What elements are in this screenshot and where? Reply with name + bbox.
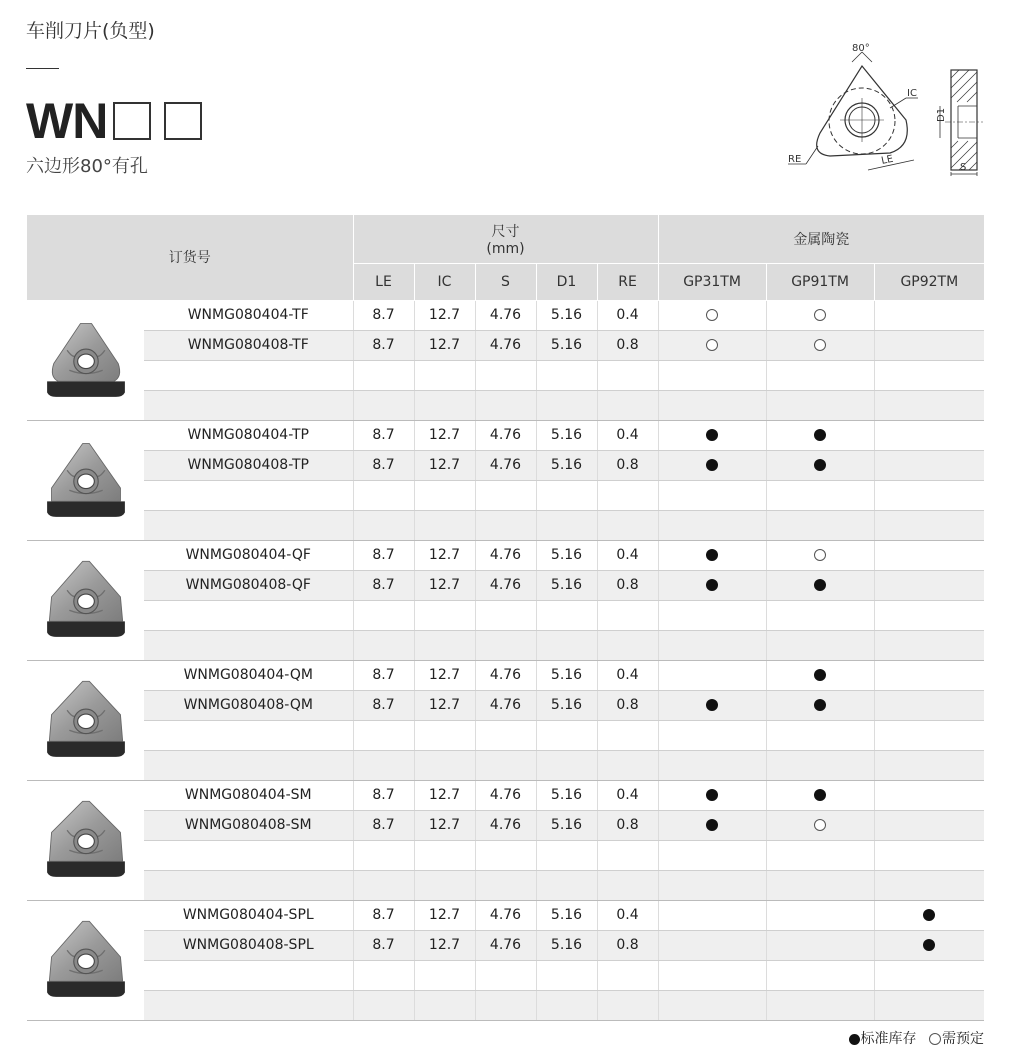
- dim-d1: [536, 990, 597, 1020]
- grade-cell-gp91tm: [766, 660, 874, 690]
- order-code: [144, 360, 353, 390]
- grade-cell-gp92tm: [874, 480, 984, 510]
- grade-cell-gp91tm: [766, 780, 874, 810]
- dim-le: 8.7: [353, 810, 414, 840]
- order-code: WNMG080408-SPL: [144, 930, 353, 960]
- dim-le: 8.7: [353, 420, 414, 450]
- re-label: RE: [788, 154, 802, 165]
- dimension-header: [353, 215, 658, 263]
- grade-cell-gp31tm: [658, 570, 766, 600]
- table-row: [27, 600, 984, 630]
- dim-le: 8.7: [353, 450, 414, 480]
- dim-s: 4.76: [475, 690, 536, 720]
- grade-cell-gp92tm: [874, 750, 984, 780]
- legend-order-label: 需预定: [942, 1031, 984, 1047]
- grade-cell-gp31tm: [658, 900, 766, 930]
- dim-le: 8.7: [353, 300, 414, 330]
- dim-s: [475, 840, 536, 870]
- d1-label: D1: [936, 107, 947, 122]
- dim-ic: 12.7: [414, 690, 475, 720]
- order-code: WNMG080404-QF: [144, 540, 353, 570]
- grade-cell-gp91tm: [766, 570, 874, 600]
- grade-cell-gp91tm: [766, 390, 874, 420]
- table-row: [27, 840, 984, 870]
- table-row: [27, 720, 984, 750]
- insert-qm-image: [27, 660, 144, 780]
- dim-re: 0.4: [597, 900, 658, 930]
- stock-dot-icon: [814, 669, 826, 681]
- table-row: [27, 930, 984, 960]
- stock-dot-icon: [814, 459, 826, 471]
- order-ring-icon: [706, 339, 718, 351]
- dim-le: [353, 390, 414, 420]
- dim-le: [353, 750, 414, 780]
- product-table: [27, 215, 984, 1021]
- dim-ic: [414, 390, 475, 420]
- table-row: [27, 360, 984, 390]
- dim-s: [475, 720, 536, 750]
- dim-re: 0.4: [597, 660, 658, 690]
- stock-dot-icon: [706, 459, 718, 471]
- grade-cell-gp91tm: [766, 510, 874, 540]
- title-divider: [26, 68, 59, 69]
- order-code: WNMG080404-SPL: [144, 900, 353, 930]
- col-header-gp91tm: GP91TM: [766, 263, 874, 300]
- dim-d1: 5.16: [536, 570, 597, 600]
- grade-cell-gp31tm: [658, 420, 766, 450]
- dim-d1: 5.16: [536, 420, 597, 450]
- stock-dot-icon: [814, 699, 826, 711]
- grade-cell-gp91tm: [766, 690, 874, 720]
- order-code: [144, 840, 353, 870]
- grade-cell-gp92tm: [874, 690, 984, 720]
- dim-re: 0.4: [597, 420, 658, 450]
- grade-cell-gp92tm: [874, 450, 984, 480]
- s-label: S: [960, 162, 967, 173]
- stock-dot-icon: [706, 789, 718, 801]
- insert-tp-image: [27, 420, 144, 540]
- dim-re: 0.8: [597, 570, 658, 600]
- dim-d1: 5.16: [536, 810, 597, 840]
- dim-le: 8.7: [353, 660, 414, 690]
- grade-cell-gp31tm: [658, 720, 766, 750]
- order-ring-icon: [814, 339, 826, 351]
- dim-re: [597, 720, 658, 750]
- dim-d1: [536, 600, 597, 630]
- dim-re: 0.4: [597, 540, 658, 570]
- dim-le: [353, 960, 414, 990]
- dim-re: 0.8: [597, 810, 658, 840]
- order-code: [144, 870, 353, 900]
- order-code: [144, 390, 353, 420]
- table-row: [27, 630, 984, 660]
- grade-cell-gp91tm: [766, 900, 874, 930]
- dim-ic: [414, 960, 475, 990]
- series-code: WN: [26, 93, 108, 149]
- dim-d1: [536, 720, 597, 750]
- col-header-gp31tm: GP31TM: [658, 263, 766, 300]
- grade-cell-gp31tm: [658, 300, 766, 330]
- grade-cell-gp91tm: [766, 300, 874, 330]
- dim-d1: [536, 390, 597, 420]
- dim-le: [353, 720, 414, 750]
- grade-cell-gp92tm: [874, 390, 984, 420]
- table-row: [27, 960, 984, 990]
- order-ring-icon: [929, 1033, 941, 1045]
- table-row: [27, 510, 984, 540]
- col-header-d1: D1: [536, 263, 597, 300]
- dim-ic: 12.7: [414, 810, 475, 840]
- dim-s: 4.76: [475, 900, 536, 930]
- table-row: [27, 480, 984, 510]
- dim-d1: [536, 870, 597, 900]
- order-code: WNMG080408-QM: [144, 690, 353, 720]
- grade-cell-gp91tm: [766, 540, 874, 570]
- order-ring-icon: [814, 309, 826, 321]
- dim-d1: 5.16: [536, 450, 597, 480]
- grade-cell-gp92tm: [874, 780, 984, 810]
- dim-d1: 5.16: [536, 300, 597, 330]
- dim-re: 0.4: [597, 780, 658, 810]
- grade-cell-gp31tm: [658, 360, 766, 390]
- dim-re: [597, 510, 658, 540]
- dim-ic: [414, 840, 475, 870]
- dim-s: [475, 960, 536, 990]
- grade-cell-gp31tm: [658, 480, 766, 510]
- dim-ic: 12.7: [414, 660, 475, 690]
- dim-ic: [414, 990, 475, 1020]
- dim-le: [353, 840, 414, 870]
- dim-re: [597, 600, 658, 630]
- grade-cell-gp91tm: [766, 420, 874, 450]
- dim-ic: [414, 480, 475, 510]
- grade-cell-gp31tm: [658, 510, 766, 540]
- grade-cell-gp92tm: [874, 810, 984, 840]
- order-number-header: 订货号: [27, 215, 353, 300]
- grade-cell-gp31tm: [658, 750, 766, 780]
- order-code: [144, 600, 353, 630]
- dim-le: [353, 480, 414, 510]
- dim-s: 4.76: [475, 540, 536, 570]
- grade-cell-gp91tm: [766, 600, 874, 630]
- order-ring-icon: [814, 549, 826, 561]
- grade-cell-gp31tm: [658, 390, 766, 420]
- grade-cell-gp91tm: [766, 840, 874, 870]
- grade-cell-gp92tm: [874, 840, 984, 870]
- grade-cell-gp31tm: [658, 540, 766, 570]
- legend: [849, 1028, 984, 1048]
- dim-s: [475, 630, 536, 660]
- order-code: WNMG080408-TP: [144, 450, 353, 480]
- grade-cell-gp92tm: [874, 420, 984, 450]
- dim-le: 8.7: [353, 900, 414, 930]
- dim-s: 4.76: [475, 660, 536, 690]
- order-ring-icon: [814, 819, 826, 831]
- grade-cell-gp92tm: [874, 660, 984, 690]
- dim-re: [597, 990, 658, 1020]
- code-placeholder-box: [164, 102, 202, 140]
- dim-ic: 12.7: [414, 330, 475, 360]
- ic-label: IC: [907, 88, 917, 99]
- grade-cell-gp91tm: [766, 930, 874, 960]
- dim-ic: [414, 750, 475, 780]
- dimension-header-label: 尺寸: [491, 223, 520, 240]
- col-header-s: S: [475, 263, 536, 300]
- grade-header: 金属陶瓷: [658, 215, 984, 263]
- shape-description: 六边形80°有孔: [26, 156, 148, 177]
- dim-le: [353, 360, 414, 390]
- grade-cell-gp31tm: [658, 960, 766, 990]
- dim-s: 4.76: [475, 420, 536, 450]
- col-header-ic: IC: [414, 263, 475, 300]
- dim-d1: 5.16: [536, 660, 597, 690]
- dim-le: [353, 990, 414, 1020]
- table-row: [27, 390, 984, 420]
- stock-dot-icon: [923, 909, 935, 921]
- dim-re: 0.8: [597, 450, 658, 480]
- order-code: WNMG080408-TF: [144, 330, 353, 360]
- dim-s: [475, 870, 536, 900]
- insert-qf-image: [27, 540, 144, 660]
- dimension-unit: (mm): [486, 240, 525, 257]
- dim-d1: [536, 960, 597, 990]
- dim-d1: 5.16: [536, 540, 597, 570]
- dim-ic: [414, 510, 475, 540]
- dim-re: [597, 960, 658, 990]
- dim-le: [353, 600, 414, 630]
- grade-cell-gp31tm: [658, 600, 766, 630]
- insert-geometry-diagram: [780, 38, 990, 178]
- legend-stock-label: 标准库存: [860, 1031, 917, 1047]
- grade-cell-gp92tm: [874, 510, 984, 540]
- dim-d1: 5.16: [536, 330, 597, 360]
- grade-cell-gp31tm: [658, 630, 766, 660]
- grade-cell-gp92tm: [874, 870, 984, 900]
- grade-cell-gp92tm: [874, 630, 984, 660]
- dim-s: [475, 990, 536, 1020]
- grade-cell-gp91tm: [766, 450, 874, 480]
- dim-d1: [536, 840, 597, 870]
- dim-d1: [536, 750, 597, 780]
- table-row: [27, 420, 984, 450]
- dim-d1: [536, 360, 597, 390]
- dim-ic: 12.7: [414, 900, 475, 930]
- dim-s: [475, 510, 536, 540]
- code-placeholder-box: [113, 102, 151, 140]
- dim-re: [597, 480, 658, 510]
- order-code: WNMG080404-TF: [144, 300, 353, 330]
- grade-cell-gp91tm: [766, 480, 874, 510]
- grade-cell-gp91tm: [766, 870, 874, 900]
- dim-le: 8.7: [353, 690, 414, 720]
- dim-ic: 12.7: [414, 300, 475, 330]
- stock-dot-icon: [706, 579, 718, 591]
- table-row: [27, 780, 984, 810]
- table-row: [27, 450, 984, 480]
- order-code: [144, 750, 353, 780]
- dim-d1: 5.16: [536, 930, 597, 960]
- order-code: WNMG080404-SM: [144, 780, 353, 810]
- angle-label: 80°: [852, 43, 870, 54]
- order-code: WNMG080408-SM: [144, 810, 353, 840]
- dim-s: [475, 750, 536, 780]
- stock-dot-icon: [849, 1034, 860, 1045]
- grade-cell-gp31tm: [658, 870, 766, 900]
- dim-ic: 12.7: [414, 540, 475, 570]
- table-row: [27, 540, 984, 570]
- dim-s: 4.76: [475, 570, 536, 600]
- grade-cell-gp91tm: [766, 990, 874, 1020]
- dim-s: 4.76: [475, 450, 536, 480]
- grade-cell-gp31tm: [658, 810, 766, 840]
- grade-cell-gp91tm: [766, 630, 874, 660]
- table-row: [27, 300, 984, 330]
- grade-cell-gp92tm: [874, 990, 984, 1020]
- dim-ic: [414, 600, 475, 630]
- dim-d1: 5.16: [536, 780, 597, 810]
- col-header-re: RE: [597, 263, 658, 300]
- table-row: [27, 900, 984, 930]
- grade-cell-gp31tm: [658, 690, 766, 720]
- dim-ic: 12.7: [414, 570, 475, 600]
- dim-le: 8.7: [353, 930, 414, 960]
- dim-ic: 12.7: [414, 930, 475, 960]
- dim-d1: [536, 480, 597, 510]
- order-ring-icon: [706, 309, 718, 321]
- stock-dot-icon: [706, 429, 718, 441]
- dim-re: [597, 360, 658, 390]
- stock-dot-icon: [814, 429, 826, 441]
- table-row: [27, 810, 984, 840]
- dim-ic: 12.7: [414, 420, 475, 450]
- grade-cell-gp92tm: [874, 900, 984, 930]
- grade-cell-gp31tm: [658, 330, 766, 360]
- dim-re: [597, 390, 658, 420]
- dim-re: 0.8: [597, 330, 658, 360]
- table-row: [27, 690, 984, 720]
- dim-d1: 5.16: [536, 900, 597, 930]
- stock-dot-icon: [814, 579, 826, 591]
- dim-ic: [414, 870, 475, 900]
- dim-re: [597, 870, 658, 900]
- table-row: [27, 330, 984, 360]
- stock-dot-icon: [706, 699, 718, 711]
- grade-cell-gp31tm: [658, 660, 766, 690]
- dim-re: [597, 630, 658, 660]
- order-code: [144, 720, 353, 750]
- grade-cell-gp92tm: [874, 540, 984, 570]
- order-code: [144, 960, 353, 990]
- grade-cell-gp92tm: [874, 720, 984, 750]
- dim-s: 4.76: [475, 330, 536, 360]
- grade-cell-gp31tm: [658, 780, 766, 810]
- table-row: [27, 990, 984, 1020]
- order-code: WNMG080408-QF: [144, 570, 353, 600]
- le-label: LE: [880, 153, 895, 167]
- dim-s: 4.76: [475, 930, 536, 960]
- grade-cell-gp92tm: [874, 360, 984, 390]
- order-code: [144, 630, 353, 660]
- dim-s: 4.76: [475, 300, 536, 330]
- stock-dot-icon: [706, 549, 718, 561]
- order-code: [144, 510, 353, 540]
- col-header-gp92tm: GP92TM: [874, 263, 984, 300]
- insert-tf-image: [27, 300, 144, 420]
- dim-ic: [414, 720, 475, 750]
- grade-cell-gp92tm: [874, 600, 984, 630]
- dim-re: 0.4: [597, 300, 658, 330]
- grade-cell-gp91tm: [766, 720, 874, 750]
- dim-re: [597, 840, 658, 870]
- grade-cell-gp31tm: [658, 930, 766, 960]
- dim-ic: 12.7: [414, 780, 475, 810]
- grade-cell-gp31tm: [658, 450, 766, 480]
- category-title: 车削刀片(负型): [26, 20, 155, 42]
- dim-ic: [414, 360, 475, 390]
- dim-d1: [536, 510, 597, 540]
- dim-s: [475, 600, 536, 630]
- dim-re: 0.8: [597, 690, 658, 720]
- grade-cell-gp92tm: [874, 930, 984, 960]
- table-row: [27, 660, 984, 690]
- stock-dot-icon: [706, 819, 718, 831]
- stock-dot-icon: [923, 939, 935, 951]
- insert-spl-image: [27, 900, 144, 1020]
- dim-le: 8.7: [353, 780, 414, 810]
- dim-s: 4.76: [475, 780, 536, 810]
- stock-dot-icon: [814, 789, 826, 801]
- order-code: WNMG080404-TP: [144, 420, 353, 450]
- order-code: WNMG080404-QM: [144, 660, 353, 690]
- dim-s: [475, 360, 536, 390]
- dim-s: [475, 390, 536, 420]
- dim-le: 8.7: [353, 330, 414, 360]
- grade-cell-gp92tm: [874, 300, 984, 330]
- grade-cell-gp91tm: [766, 810, 874, 840]
- grade-cell-gp31tm: [658, 840, 766, 870]
- dim-le: 8.7: [353, 570, 414, 600]
- dim-s: [475, 480, 536, 510]
- dim-re: 0.8: [597, 930, 658, 960]
- dim-d1: [536, 630, 597, 660]
- order-code: [144, 990, 353, 1020]
- dim-ic: [414, 630, 475, 660]
- grade-cell-gp91tm: [766, 330, 874, 360]
- grade-cell-gp91tm: [766, 360, 874, 390]
- dim-ic: 12.7: [414, 450, 475, 480]
- grade-cell-gp91tm: [766, 750, 874, 780]
- dim-le: 8.7: [353, 540, 414, 570]
- table-row: [27, 750, 984, 780]
- dim-s: 4.76: [475, 810, 536, 840]
- grade-cell-gp31tm: [658, 990, 766, 1020]
- col-header-le: LE: [353, 263, 414, 300]
- grade-cell-gp92tm: [874, 960, 984, 990]
- dim-d1: 5.16: [536, 690, 597, 720]
- dim-le: [353, 630, 414, 660]
- dim-re: [597, 750, 658, 780]
- grade-cell-gp91tm: [766, 960, 874, 990]
- table-row: [27, 870, 984, 900]
- table-row: [27, 570, 984, 600]
- dim-le: [353, 510, 414, 540]
- grade-cell-gp92tm: [874, 330, 984, 360]
- dim-le: [353, 870, 414, 900]
- insert-sm-image: [27, 780, 144, 900]
- order-code: [144, 480, 353, 510]
- grade-cell-gp92tm: [874, 570, 984, 600]
